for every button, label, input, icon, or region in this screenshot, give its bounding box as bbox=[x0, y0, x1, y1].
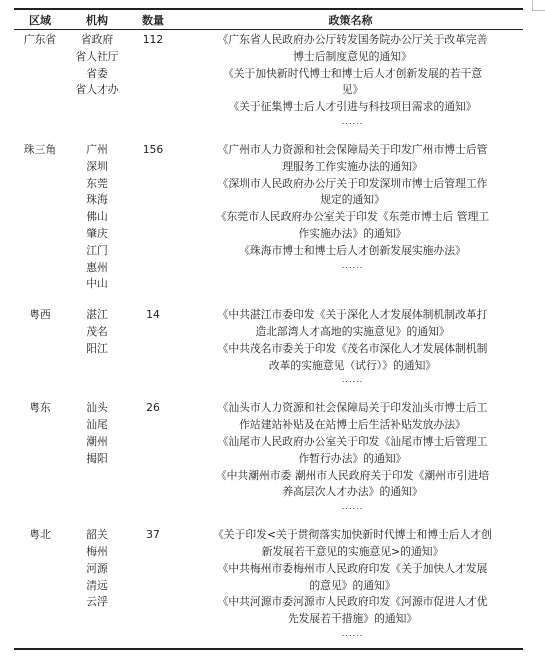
org-name: 汕头 bbox=[86, 401, 108, 415]
org-name: 阳江 bbox=[86, 341, 108, 355]
cell-region: 粤北 bbox=[29, 528, 51, 542]
cell-count: 26 bbox=[146, 401, 160, 415]
cell-orgs bbox=[66, 513, 128, 649]
policy-line: 《关于印发<关于贯彻落实加快新时代博士和博士后人才创 bbox=[213, 528, 492, 542]
policy-line: 《广州市人力资源和社会保障局关于印发广州市博士后管 bbox=[217, 142, 488, 156]
table-body bbox=[14, 30, 523, 649]
cell-region: 粤西 bbox=[29, 308, 51, 322]
policy-table bbox=[14, 8, 523, 650]
ellipsis: ...... bbox=[341, 628, 364, 638]
policy-line: 见》 bbox=[341, 83, 364, 97]
policy-item bbox=[184, 66, 521, 100]
policy-line: 新发展若干意见的实施意见>的通知》 bbox=[261, 544, 444, 558]
org-name: 云浮 bbox=[86, 595, 108, 609]
policy-item bbox=[184, 32, 521, 66]
table-row bbox=[14, 128, 523, 293]
cell-region: 粤东 bbox=[29, 401, 51, 415]
policy-item bbox=[184, 176, 521, 210]
header-region: 区域 bbox=[29, 14, 51, 27]
policy-item bbox=[184, 243, 521, 260]
header-row bbox=[14, 9, 523, 30]
cell-count: 37 bbox=[146, 528, 160, 542]
org-name: 茂名 bbox=[86, 324, 108, 338]
cell-policies bbox=[178, 30, 523, 128]
policy-item bbox=[184, 594, 521, 628]
org-name: 湛江 bbox=[86, 308, 108, 322]
policy-line: 先发展若干措施》的通知》 bbox=[287, 612, 418, 626]
policy-line: 《汕头市人力资源和社会保障局关于印发汕头市博士后工 bbox=[217, 401, 488, 415]
table-row bbox=[14, 30, 523, 128]
table-row bbox=[14, 386, 523, 513]
cell-orgs bbox=[66, 128, 128, 293]
policy-line: 造北部湾人才高地的实施意见》的通知》 bbox=[255, 324, 450, 338]
org-name: 深圳 bbox=[86, 159, 108, 173]
ellipsis: ...... bbox=[341, 260, 364, 270]
policy-line: 《广东省人民政府办公厅转发国务院办公厅关于改革完善 bbox=[217, 33, 488, 46]
policy-item bbox=[184, 209, 521, 243]
org-name: 江门 bbox=[86, 243, 108, 257]
policy-item bbox=[184, 468, 521, 502]
org-name: 省委 bbox=[86, 66, 108, 80]
policy-line: 养高层次人才办法》的通知》 bbox=[282, 485, 423, 499]
header-count: 数量 bbox=[142, 14, 164, 27]
policy-line: 作暂行办法》的通知》 bbox=[298, 451, 407, 465]
policy-line: 《关于加快新时代博士和博士后人才创新发展的若干意 bbox=[222, 66, 483, 80]
policy-line: 《关于征集博士后人才引进与科技项目需求的通知》 bbox=[228, 100, 477, 114]
policy-item bbox=[184, 142, 521, 176]
policy-line: 《中共潮州市委 潮州市人民政府关于印发《潮州市引进培 bbox=[215, 468, 490, 482]
org-name: 珠海 bbox=[86, 193, 108, 207]
org-name: 潮州 bbox=[86, 434, 108, 448]
cell-count: 112 bbox=[142, 33, 164, 46]
org-name: 汕尾 bbox=[86, 418, 108, 432]
policy-line: 规定的通知》 bbox=[320, 193, 385, 207]
header-org: 机构 bbox=[86, 14, 108, 27]
org-name: 揭阳 bbox=[86, 451, 108, 465]
policy-line: 作实施办法》的通知》 bbox=[298, 226, 407, 240]
org-name: 省人社厅 bbox=[75, 49, 119, 63]
policy-line: 《汕尾市人民政府办公室关于印发《汕尾市博士后管理工 bbox=[217, 434, 488, 448]
policy-line: 《中共湛江市委印发《关于深化人才发展体制机制改革打 bbox=[217, 308, 488, 322]
table-row bbox=[14, 513, 523, 649]
policy-line: 作站建站补贴及在站博士后生活补贴发放办法》 bbox=[239, 418, 466, 432]
policy-line: 《东莞市人民政府办公室关于印发《东莞市博士后 管理工 bbox=[215, 210, 490, 224]
policy-item bbox=[184, 307, 521, 341]
org-name: 韶关 bbox=[86, 528, 108, 542]
page-corner-mark bbox=[532, 0, 545, 11]
policy-line: 《珠海市博士和博士后人才创新发展实施办法》 bbox=[239, 243, 466, 257]
org-name: 梅州 bbox=[86, 544, 108, 558]
policy-item bbox=[184, 434, 521, 468]
ellipsis: ...... bbox=[341, 502, 364, 512]
cell-orgs bbox=[66, 293, 128, 386]
org-name: 省政府 bbox=[80, 33, 114, 46]
org-name: 肇庆 bbox=[86, 226, 108, 240]
cell-region: 广东省 bbox=[23, 33, 57, 46]
policy-line: 《深圳市人民政府办公厅关于印发深圳市博士后管理工作 bbox=[217, 176, 488, 190]
cell-orgs bbox=[66, 30, 128, 128]
org-name: 清远 bbox=[86, 578, 108, 592]
policy-item bbox=[184, 341, 521, 375]
policy-item bbox=[184, 527, 521, 561]
policy-line: 的意见》的通知》 bbox=[309, 578, 396, 592]
header-policy: 政策名称 bbox=[328, 14, 373, 27]
policy-item bbox=[184, 99, 521, 116]
cell-region: 珠三角 bbox=[23, 142, 57, 156]
cell-policies bbox=[178, 128, 523, 293]
org-name: 东莞 bbox=[86, 176, 108, 190]
cell-policies bbox=[178, 513, 523, 649]
cell-policies bbox=[178, 386, 523, 513]
cell-count: 14 bbox=[146, 308, 160, 322]
org-name: 佛山 bbox=[86, 210, 108, 224]
cell-count: 156 bbox=[142, 142, 164, 156]
org-name: 河源 bbox=[86, 561, 108, 575]
cell-policies bbox=[178, 293, 523, 386]
org-name: 省人才办 bbox=[75, 83, 119, 97]
policy-item bbox=[184, 400, 521, 434]
ellipsis: ...... bbox=[341, 116, 364, 126]
policy-line: 《中共梅州市委梅州市人民政府印发《关于加快人才发展 bbox=[217, 561, 488, 575]
policy-item bbox=[184, 561, 521, 595]
org-name: 惠州 bbox=[86, 260, 108, 274]
org-name: 中山 bbox=[86, 277, 108, 291]
org-name: 广州 bbox=[86, 142, 108, 156]
policy-line: 《中共河源市委河源市人民政府印发《河源市促进人才优 bbox=[217, 595, 488, 609]
table-row bbox=[14, 293, 523, 386]
policy-line: 理服务工作实施办法的通知》 bbox=[282, 159, 423, 173]
ellipsis: ...... bbox=[341, 375, 364, 385]
cell-orgs bbox=[66, 386, 128, 513]
policy-line: 博士后制度意见的通知》 bbox=[293, 49, 412, 63]
policy-line: 改革的实施意见（试行）》的通知》 bbox=[268, 358, 437, 372]
policy-line: 《中共茂名市委关于印发《茂名市深化人才发展体制机制 bbox=[217, 341, 488, 355]
